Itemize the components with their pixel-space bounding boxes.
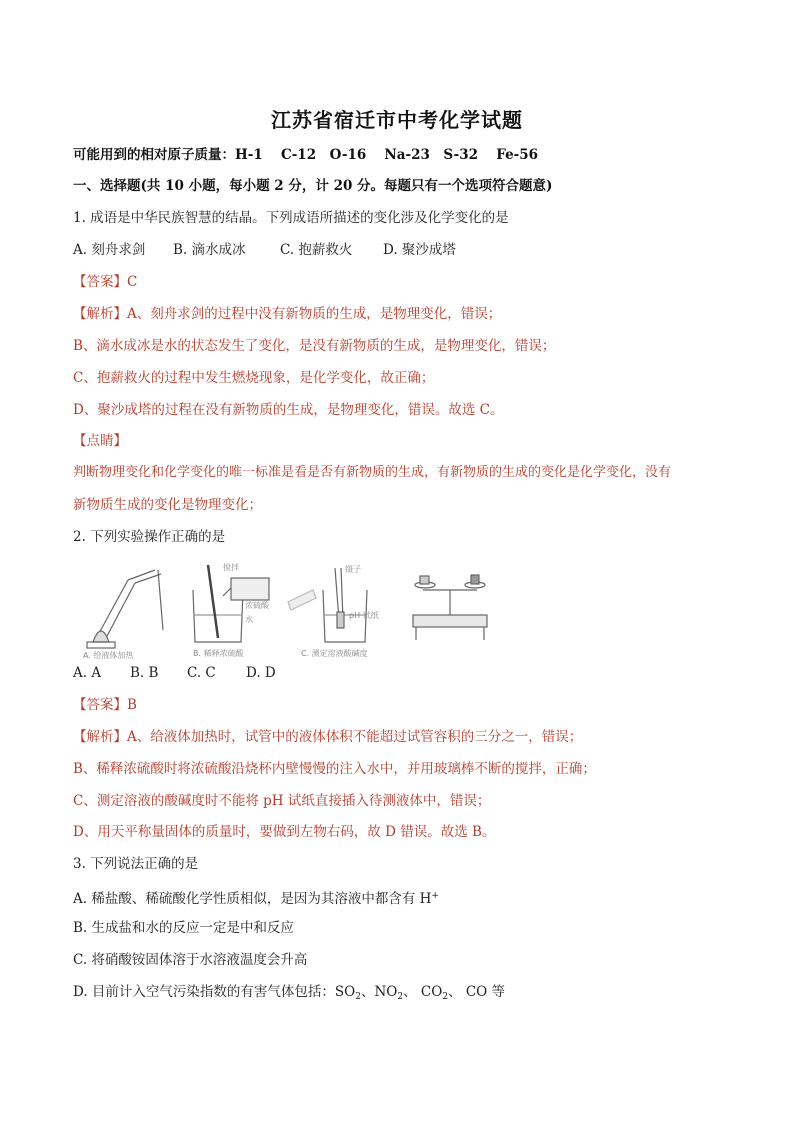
q3-option-a-sup: + xyxy=(431,891,439,901)
atomic-mass-line: 可能用到的相对原子质量：H-1 C-12 O-16 Na-23 S-32 Fe-56 xyxy=(73,147,539,163)
q2-answer-value: B xyxy=(127,697,137,713)
q1-option-a: A. 刻舟求剑 xyxy=(73,242,146,258)
q2-answer xyxy=(73,696,137,714)
figure-b-top-label: 搅拌 xyxy=(223,563,239,572)
q1-answer-tag: 【答案】 xyxy=(73,274,127,290)
q1-analysis-c: C、抱薪救火的过程中发生燃烧现象，是化学变化，故正确； xyxy=(73,370,435,386)
q2-option-b: B. B xyxy=(130,665,159,681)
q1-options xyxy=(73,241,456,259)
q3-option-d xyxy=(73,983,505,1006)
q3-option-c: C. 将硝酸铵固体溶于水溶液温度会升高 xyxy=(73,952,308,968)
q3-option-d-sub3: 2 xyxy=(442,992,449,1002)
q2-experiment-figure xyxy=(73,560,493,660)
q1-stem: 1. 成语是中华民族智慧的结晶。下列成语所描述的变化涉及化学变化的是 xyxy=(73,210,509,226)
q3-option-a xyxy=(73,887,439,908)
q2-analysis-b: B、稀释浓硫酸时将浓硫酸沿烧杯内壁慢慢的注入水中，并用玻璃棒不断的搅拌，正确； xyxy=(73,761,596,777)
figure-c-top-label: 镊子 xyxy=(345,565,361,574)
q1-option-c: C. 抱薪救火 xyxy=(280,242,353,258)
figure-c-label: C. 测定溶液酸碱度 xyxy=(301,649,368,658)
q1-analysis-b: B、滴水成冰是水的状态发生了变化，是没有新物质的生成，是物理变化，错误； xyxy=(73,338,556,354)
q1-analysis-a xyxy=(73,305,501,323)
q3-stem: 3. 下列说法正确的是 xyxy=(73,856,199,872)
q2-analysis-tag: 【解析】 xyxy=(73,729,127,745)
figure-a-label: A. 给液体加热 xyxy=(83,651,134,660)
q1-answer-value: C xyxy=(127,274,138,290)
q1-point-tag: 【点睛】 xyxy=(73,433,127,449)
figure-c-ph-test xyxy=(288,568,367,642)
q3-option-d-mid1: 、NO xyxy=(360,984,398,1000)
q2-option-a: A. A xyxy=(73,665,102,681)
q2-options xyxy=(73,664,276,682)
q3-option-d-sub1: 2 xyxy=(355,992,361,1002)
q2-option-c: C. C xyxy=(187,665,216,681)
q3-option-b: B. 生成盐和水的反应一定是中和反应 xyxy=(73,920,295,936)
q1-analysis-d: D、聚沙成塔的过程在没有新物质的生成，是物理变化，错误。故选 C。 xyxy=(73,402,504,418)
figure-b-acid-label: 浓硫酸 xyxy=(245,601,269,610)
q2-stem: 2. 下列实验操作正确的是 xyxy=(73,529,226,545)
q2-option-d: D. D xyxy=(246,665,276,681)
section-heading: 一、选择题(共 10 小题，每小题 2 分，计 20 分。每题只有一个选项符合题意) xyxy=(73,178,553,194)
q2-answer-tag: 【答案】 xyxy=(73,697,127,713)
figure-a-heating xyxy=(87,570,163,648)
q3-option-d-end: 、 CO 等 xyxy=(448,984,506,1000)
figure-b-label: B. 稀释浓硫酸 xyxy=(193,649,244,658)
q2-analysis-a-text: A、给液体加热时，试管中的液体体积不能超过试管容积的三分之一，错误； xyxy=(127,729,583,745)
q3-option-d-sub2: 2 xyxy=(397,992,404,1002)
q2-analysis-c: C、测定溶液的酸碱度时不能将 pH 试纸直接插入待测液体中，错误； xyxy=(73,793,491,809)
q1-point-1: 判断物理变化和化学变化的唯一标准是看是否有新物质的生成，有新物质的生成的变化是化学变化，没有 xyxy=(73,465,672,480)
q3-option-d-mid2: 、 CO xyxy=(403,984,443,1000)
figure-c-paper-label: pH 试纸 xyxy=(349,611,379,620)
q3-option-d-pre: D. 目前计入空气污染指数的有害气体包括：SO xyxy=(73,984,356,1000)
figure-b-water-label: 水 xyxy=(245,615,253,624)
q1-answer xyxy=(73,273,137,291)
page-title: 江苏省宿迁市中考化学试题 xyxy=(271,108,523,132)
q1-analysis-tag: 【解析】 xyxy=(73,306,127,322)
q2-analysis-a xyxy=(73,728,582,746)
q1-option-b: B. 滴水成冰 xyxy=(173,242,246,258)
q1-point-2: 新物质生成的变化是物理变化； xyxy=(73,497,262,513)
q2-analysis-d: D、用天平称量固体的质量时，要做到左物右码，故 D 错误。故选 B。 xyxy=(73,824,496,840)
q1-analysis-a-text: A、刻舟求剑的过程中没有新物质的生成，是物理变化，错误； xyxy=(127,306,502,322)
q1-option-d: D. 聚沙成塔 xyxy=(383,242,456,258)
q3-option-a-text: A. 稀盐酸、稀硫酸化学性质相似，是因为其溶液中都含有 H xyxy=(73,891,432,907)
q2-figure-svg xyxy=(73,560,493,660)
figure-d-balance xyxy=(413,575,487,640)
